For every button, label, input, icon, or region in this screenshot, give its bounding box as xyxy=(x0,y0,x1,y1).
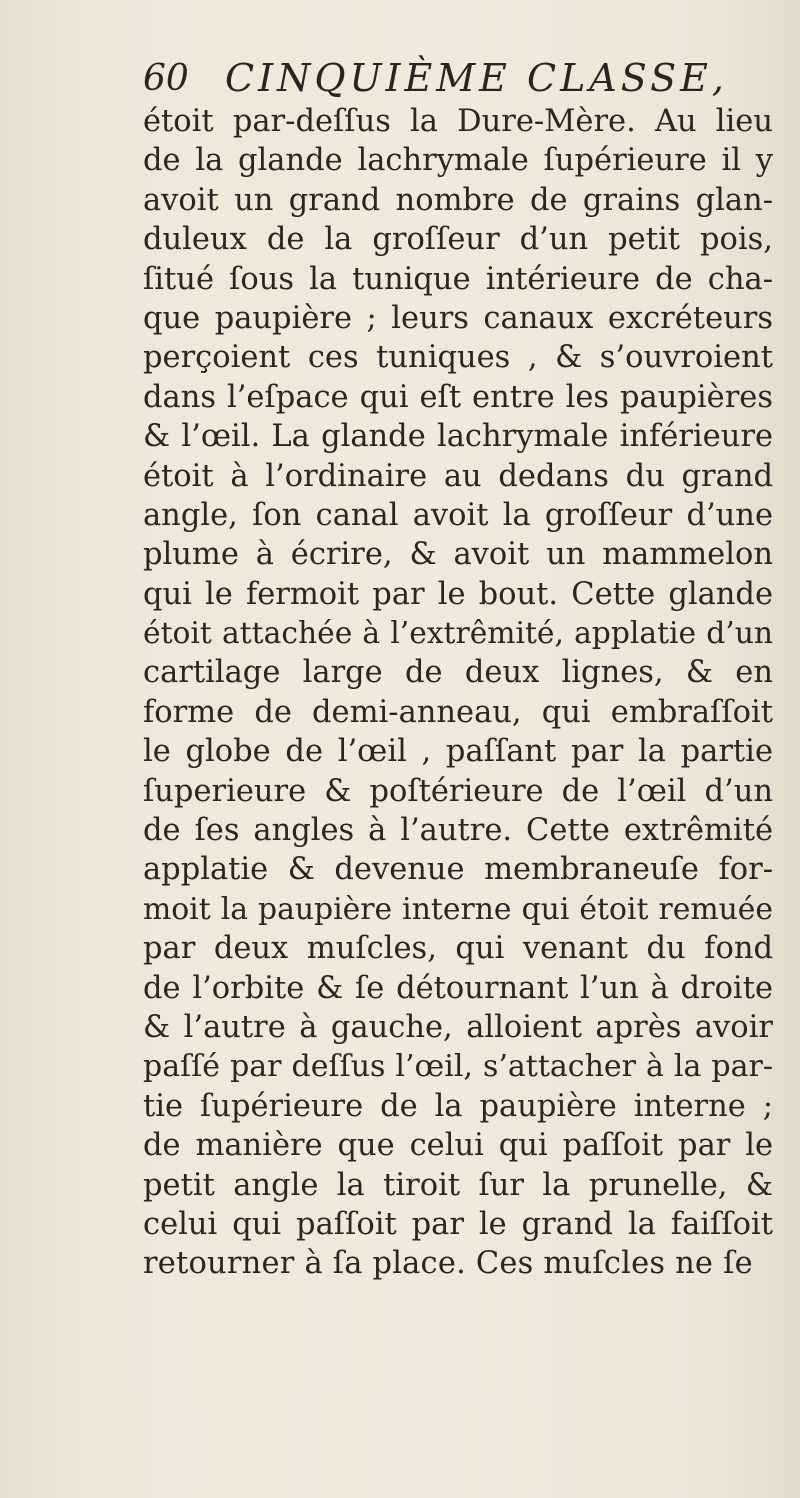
text-line: par deux muſcles, qui venant du fond xyxy=(143,931,773,967)
running-title: CINQUIÈME CLASSE, xyxy=(225,56,728,100)
text-line: forme de demi-anneau, qui embraſſoit xyxy=(143,694,773,730)
text-line: de l’orbite & ſe détournant l’un à droite xyxy=(143,970,773,1006)
text-line: cartilage large de deux lignes, & en xyxy=(143,655,773,691)
text-line: que paupière ; leurs canaux excréteurs xyxy=(143,300,773,336)
text-line: celui qui paſſoit par le grand la faiſſoit xyxy=(143,1206,773,1242)
text-line: paſſé par deſſus l’œil, s’attacher à la par- xyxy=(143,1049,773,1085)
text-line: duleux de la groſſeur d’un petit pois, xyxy=(143,222,773,258)
text-line: ſitué ſous la tunique intérieure de cha- xyxy=(143,261,773,297)
text-line: avoit un grand nombre de grains glan- xyxy=(143,182,773,218)
text-line: tie ſupérieure de la paupière interne ; xyxy=(143,1088,773,1124)
text-line: & l’autre à gauche, alloient après avoir xyxy=(143,1009,773,1045)
text-line: le globe de l’œil , paſſant par la partie xyxy=(143,734,773,770)
body-text xyxy=(143,102,773,1284)
text-line: étoit attachée à l’extrêmité, applatie d’un xyxy=(143,616,773,652)
page-number: 60 xyxy=(143,58,189,99)
text-line: moit la paupière interne qui étoit remuée xyxy=(143,891,773,927)
text-line: de ſes angles à l’autre. Cette extrêmité xyxy=(143,813,773,849)
text-line: retourner à ſa place. Ces muſcles ne ſe xyxy=(143,1246,753,1282)
text-line: perçoient ces tuniques , & s’ouvroient xyxy=(143,340,773,376)
text-line: angle, ſon canal avoit la groſſeur d’une xyxy=(143,497,773,533)
text-line: petit angle la tiroit ſur la prunelle, & xyxy=(143,1167,773,1203)
text-line: dans l’eſpace qui eſt entre les paupières xyxy=(143,379,773,415)
text-line: & l’œil. La glande lachrymale inférieure xyxy=(143,419,773,455)
text-line: ſuperieure & poſtérieure de l’œil d’un xyxy=(143,773,773,809)
text-line: applatie & devenue membraneuſe for- xyxy=(143,852,773,888)
text-line: de manière que celui qui paſſoit par le xyxy=(143,1128,773,1164)
text-line: plume à écrire, & avoit un mammelon xyxy=(143,537,773,573)
text-line: de la glande lachrymale ſupérieure il y xyxy=(143,143,773,179)
text-line: qui le fermoit par le bout. Cette glande xyxy=(143,576,773,612)
text-line: étoit par-deſſus la Dure-Mère. Au lieu xyxy=(143,104,773,139)
text-line: étoit à l’ordinaire au dedans du grand xyxy=(143,458,773,494)
